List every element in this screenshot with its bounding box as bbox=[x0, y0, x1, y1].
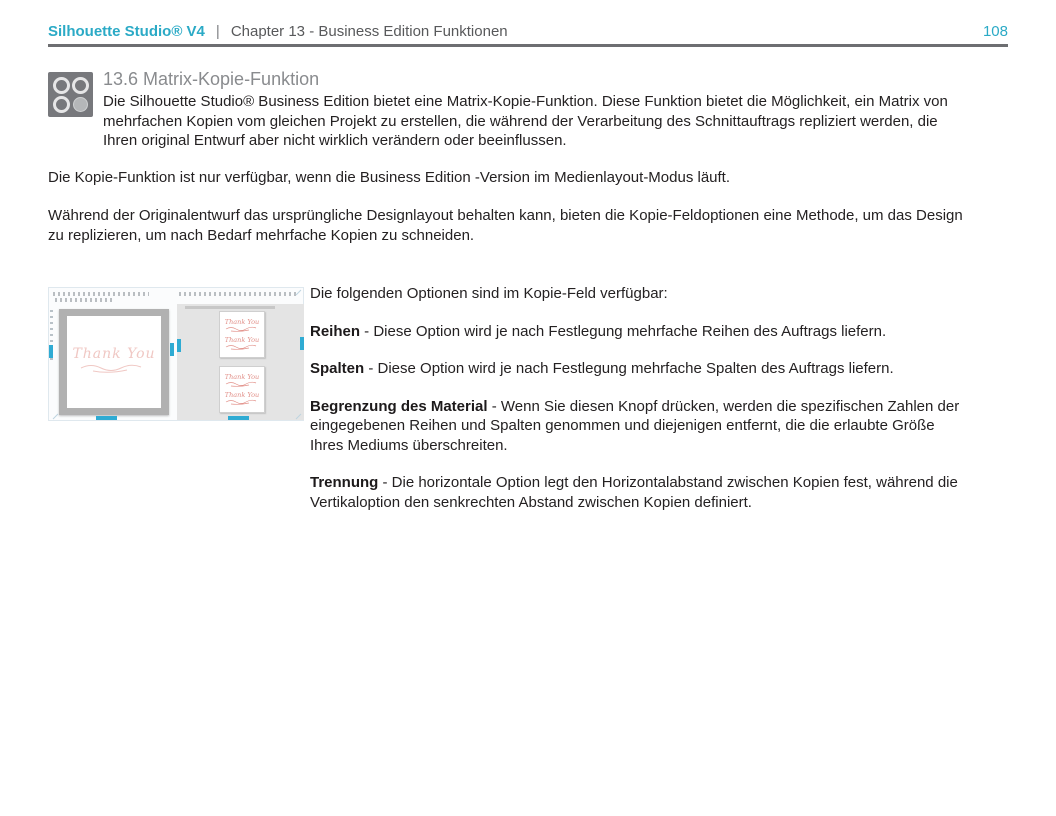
option-label: Reihen bbox=[310, 322, 361, 340]
selection-handle bbox=[49, 345, 53, 358]
selection-handle bbox=[170, 343, 174, 356]
options-lead: Die folgenden Optionen sind im Kopie-Feld verfügbar: bbox=[310, 285, 668, 302]
availability-paragraph: Die Kopie-Funktion ist nur verfügbar, wenn die Business Edition -Version im Medienlayout-Modus läuft. bbox=[48, 169, 731, 186]
circle-outline-icon bbox=[53, 96, 70, 113]
scrollbar-handle bbox=[96, 416, 117, 420]
option-text: - Diese Option wird je nach Festlegung mehrfache Spalten des Auftrags liefern. bbox=[364, 360, 894, 377]
header-separator: | bbox=[215, 23, 220, 40]
option-trennung bbox=[310, 473, 968, 512]
page-number: 108 bbox=[982, 23, 1008, 40]
media-layout-panel bbox=[177, 304, 304, 420]
scrollbar-handle bbox=[228, 416, 249, 420]
option-reihen bbox=[310, 322, 968, 342]
option-spalten bbox=[310, 359, 968, 379]
copy-card bbox=[219, 311, 265, 358]
option-begrenzung bbox=[310, 397, 968, 456]
corner-mark bbox=[296, 290, 302, 296]
option-text: - Diese Option wird je nach Festlegung mehrfache Reihen des Auftrags liefern. bbox=[360, 322, 887, 340]
circle-outline-icon bbox=[53, 77, 70, 94]
mini-toolbar-icons bbox=[179, 292, 297, 296]
chapter-title: Chapter 13 - Business Edition Funktionen bbox=[230, 23, 508, 40]
design-page bbox=[67, 316, 161, 408]
flourish-icon bbox=[79, 362, 149, 374]
ruler-bar bbox=[185, 306, 275, 309]
flourish-icon bbox=[225, 381, 259, 387]
option-label: Begrenzung des Material bbox=[310, 397, 488, 415]
brand-title: Silhouette Studio® V4 bbox=[48, 23, 205, 40]
matrix-copies-icon bbox=[48, 72, 93, 117]
option-label: Trennung bbox=[310, 474, 379, 491]
mini-toolbar-icons bbox=[55, 298, 115, 302]
replicate-paragraph: Während der Originalentwurf das ursprüngliche Designlayout behalten kann, bieten die Kopie-Feldoptionen eine Methode, um das Design zu replizieren, um nach Bedarf mehrfache Kopien zu schneiden. bbox=[48, 207, 963, 244]
flourish-icon bbox=[225, 399, 259, 405]
design-text: Thank You bbox=[72, 346, 156, 362]
media-layout-screenshot bbox=[48, 287, 304, 421]
mini-toolbar-icons bbox=[53, 292, 149, 296]
cutting-mat bbox=[59, 309, 169, 415]
design-text: Thank You bbox=[224, 391, 260, 399]
flourish-icon bbox=[225, 344, 259, 350]
header-divider bbox=[48, 44, 1008, 47]
circle-outline-icon bbox=[72, 77, 89, 94]
option-label: Spalten bbox=[310, 360, 365, 377]
corner-mark bbox=[53, 414, 59, 420]
option-text: - Die horizontale Option legt den Horizontalabstand zwischen Kopien fest, während die Vertikaloption den senkrechten Abstand zwischen Kopien definiert. bbox=[310, 474, 958, 511]
options-column bbox=[310, 284, 968, 530]
design-text: Thank You bbox=[224, 336, 260, 344]
option-text: - Wenn Sie diesen Knopf drücken, werden die spezifischen Zahlen der eingegebenen Reihen und Spalten genommen und diejenigen entfernt, die die erlaubte Größe Ihres Mediums überschreiten. bbox=[310, 397, 960, 454]
copy-card bbox=[219, 366, 265, 413]
flourish-icon bbox=[225, 326, 259, 332]
section-intro-paragraph: Die Silhouette Studio® Business Edition bietet eine Matrix-Kopie-Funktion. Diese Funktion bietet die Möglichkeit, ein Matrix von mehrfachen Kopien vom gleichen Projekt zu erstellen, die während der Verarbeitung des Schnittauftrags repliziert werden, die Ihren original Entwurf aber nicht wirklich verändern oder beeinflussen. bbox=[103, 93, 948, 149]
design-text: Thank You bbox=[224, 373, 260, 381]
selection-handle bbox=[300, 337, 304, 350]
circle-filled-icon bbox=[73, 97, 88, 112]
page-header bbox=[48, 23, 1008, 40]
design-text: Thank You bbox=[224, 318, 260, 326]
section-title: 13.6 Matrix-Kopie-Funktion bbox=[103, 69, 320, 89]
selection-handle bbox=[177, 339, 181, 352]
